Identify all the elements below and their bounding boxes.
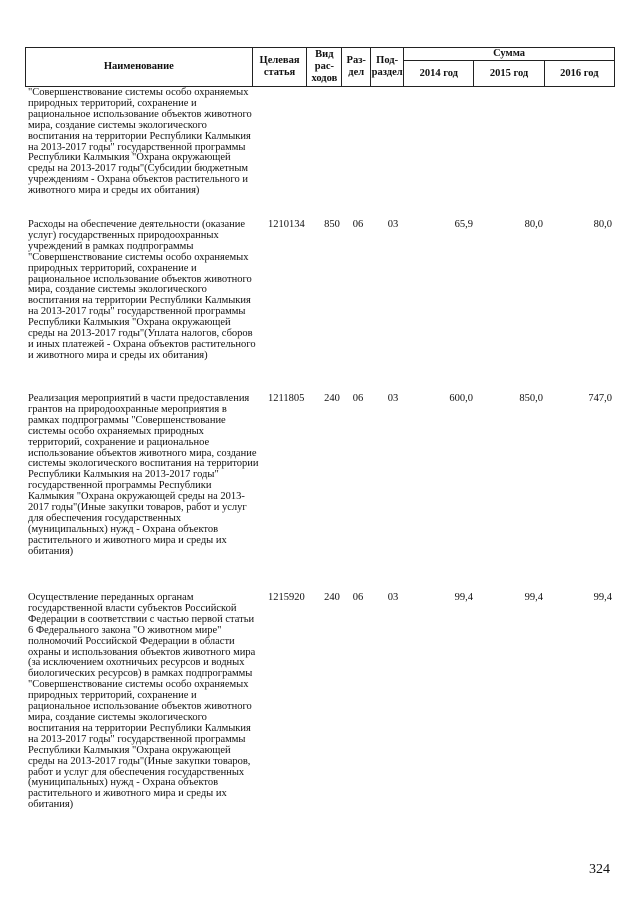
row-sum-2014: 600,0 [449,393,473,404]
row-expense-type: 850 [324,219,340,230]
row-sum-2016: 99,4 [593,592,612,603]
row-sum-2014: 65,9 [454,219,473,230]
row-section: 06 [352,393,364,404]
row-target-article: 1211805 [268,393,305,404]
header-subsection: Под- раздел [371,48,404,87]
header-sum: Сумма [404,48,615,61]
row-section: 06 [352,592,364,603]
row-name: Реализация мероприятий в части предоставления грантов на природоохранные мероприятия в рамках подпрограммы "Совершенствование системы особо охраняемых природных территорий, сохранение и рациональное использование объектов животного мира, создание системы экологического воспитания на территории Республики Калмыкия на 2013-2017 годы" государственной программы Республики Калмыкия "Охрана окружающей среды на 2013-2017 годы"(Иные закупки товаров, работ и услуг для обеспечения государственных (муниципальных) нужд - Охрана объектов растительного и животного мира и среды их обитания) [28,393,259,557]
header-section: Раз- дел [342,48,371,87]
row-sum-2016: 747,0 [588,393,612,404]
row-sum-2015: 80,0 [524,219,543,230]
row-name: Осуществление переданных органам государственной власти субъектов Российской Федерации в соответствии с частью первой статьи 6 Федерального закона "О животном мире" полномочий Российской Федерации в области охраны и использования объектов животного мира (за исключением охотничьих ресурсов и водных биологических ресурсов) в рамках подпрограммы "Совершенствование системы особо охраняемых природных территорий, сохранение и рациональное использование объектов животного мира, создание системы экологического воспитания на территории Республики Калмыкия на 2013-2017 годы" государственной программы Республики Калмыкия "Охрана окружающей среды на 2013-2017 годы"(Иные закупки товаров, работ и услуг для обеспечения государственных (муниципальных) нужд - Охрана объектов растительного и животного мира и среды их обитания) [28,592,256,811]
table-row [0,88,640,220]
header-expense-type: Вид рас- ходов [307,48,342,87]
row-sum-2015: 850,0 [519,393,543,404]
row-sum-2014: 99,4 [454,592,473,603]
header-year-2016: 2016 год [544,61,614,87]
row-subsection: 03 [387,393,399,404]
row-expense-type: 240 [324,393,340,404]
header-year-2015: 2015 год [474,61,544,87]
header-name: Наименование [26,48,253,87]
row-target-article: 1210134 [268,219,305,230]
row-target-article: 1215920 [268,592,305,603]
table-row [0,394,640,593]
header-year-2014: 2014 год [404,61,474,87]
header-target-article: Целевая статья [252,48,307,87]
table-header [25,47,615,87]
row-sum-2016: 80,0 [593,219,612,230]
row-subsection: 03 [387,592,399,603]
table-row [0,593,640,863]
page-number: 324 [589,862,610,877]
row-expense-type: 240 [324,592,340,603]
row-section: 06 [352,219,364,230]
row-name: Расходы на обеспечение деятельности (оказание услуг) государственных природоохранных учреждений в рамках подпрограммы "Совершенствование системы особо охраняемых природных территорий, сохранение и рациональное использование объектов животного мира, создание системы экологического воспитания на территории Республики Калмыкия на 2013-2017 годы" государственной программы Республики Калмыкия "Охрана окружающей среды на 2013-2017 годы"(Уплата налогов, сборов и иных платежей - Охрана объектов растительного и животного мира и среды их обитания) [28,219,256,361]
row-sum-2015: 99,4 [524,592,543,603]
table-body [0,88,640,863]
row-name: "Совершенствование системы особо охраняемых природных территорий, сохранение и рациональное использование объектов животного мира, создание системы экологического воспитания на территории Республики Калмыкия на 2013-2017 годы" государственной программы Республики Калмыкия "Охрана окружающей среды на 2013-2017 годы"(Субсидии бюджетным учреждениям - Охрана объектов растительного и животного мира и среды их обитания) [28,87,252,197]
table-row [0,220,640,394]
row-subsection: 03 [387,219,399,230]
